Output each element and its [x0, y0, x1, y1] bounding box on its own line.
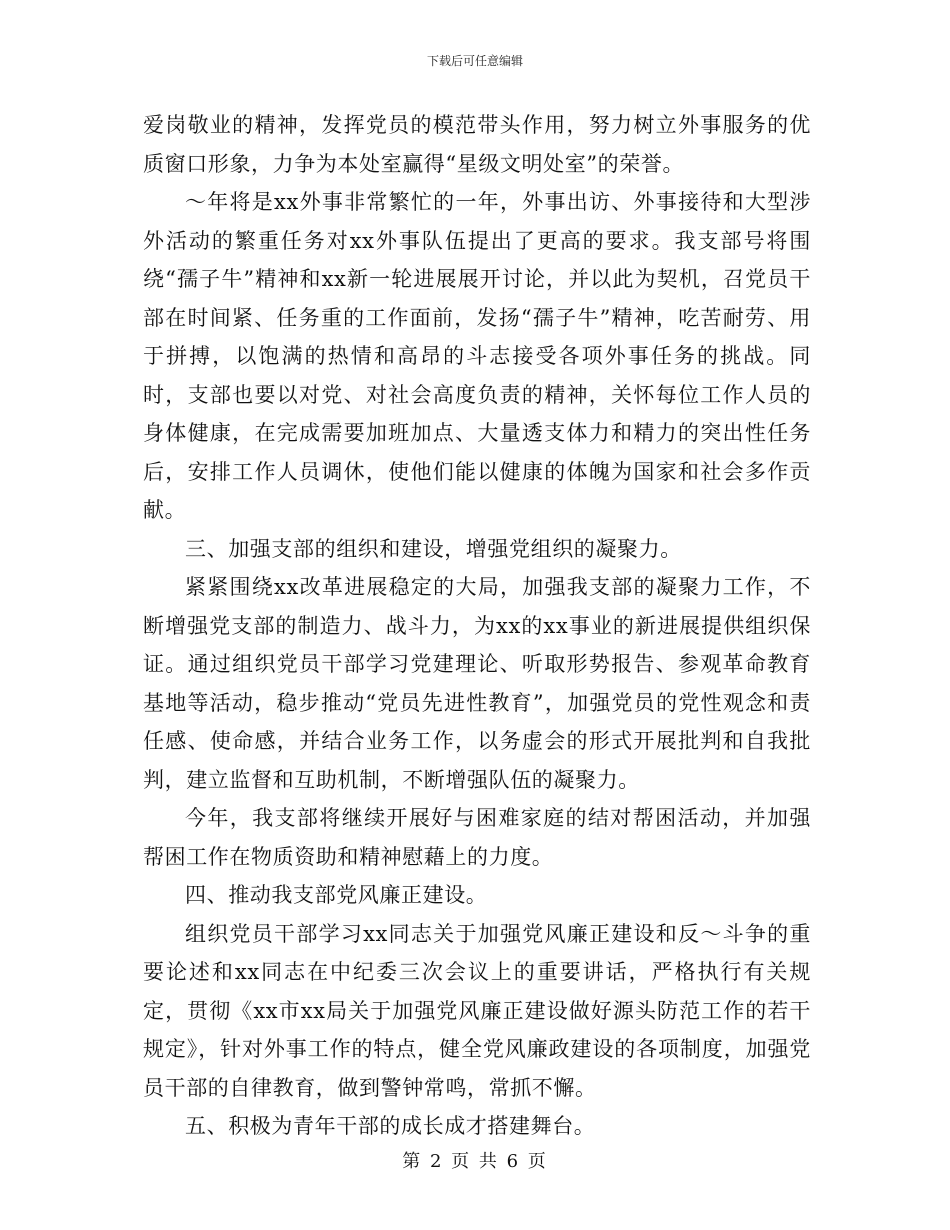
paragraph-continuation: 爱岗敬业的精神，发挥党员的模范带头作用，努力树立外事服务的优质窗口形象，力争为本处室赢得“星级文明处室”的荣誉。	[143, 113, 811, 176]
section-heading-3: 三、加强支部的组织和建设，增强党组织的凝聚力。	[185, 536, 682, 561]
section-heading-5: 五、积极为青年干部的成长成才搭建舞台。	[185, 1114, 596, 1138]
page-number-footer: 第 2 页 共 6 页	[402, 1151, 548, 1172]
paragraph-foreign-affairs-year: ～年将是xx外事非常繁忙的一年，外事出访、外事接待和大型涉外活动的繁重任务对xx外事队伍提出了更高的要求。我支部号将围绕“孺子牛”精神和xx新一轮进展展开讨论，并以此为契机，召党员干部在时间紧、任务重的工作面前，发扬“孺子牛”精神，吃苦耐劳、用于拼搏，以饱满的热情和高昂的斗志接受各项外事任务的挑战。同时，支部也要以对党、对社会高度负责的精神，关怀每位工作人员的身体健康，在完成需要加班加点、大量透支体力和精力的突出性任务后，安排工作人员调休，使他们能以健康的体魄为国家和社会多作贡献。	[143, 190, 811, 522]
paragraph-cohesion: 紧紧围绕xx改革进展稳定的大局，加强我支部的凝聚力工作，不断增强党支部的制造力、战斗力，为xx的xx事业的新进展提供组织保证。通过组织党员干部学习党建理论、听取形势报告、参观革命教育基地等活动，稳步推动“党员先进性教育”，加强党员的党性观念和责任感、使命感，并结合业务工作，以务虚会的形式开展批判和自我批判，建立监督和互助机制，不断增强队伍的凝聚力。	[143, 575, 811, 792]
document-body	[143, 106, 811, 1146]
page-header: 下载后可任意编辑	[426, 54, 523, 68]
paragraph-poverty-relief: 今年，我支部将继续开展好与困难家庭的结对帮困活动，并加强帮困工作在物质资助和精神慰藉上的力度。	[143, 806, 811, 869]
section-heading-4: 四、推动我支部党风廉正建设。	[185, 883, 488, 907]
paragraph-integrity: 组织党员干部学习xx同志关于加强党风廉正建设和反～斗争的重要论述和xx同志在中纪委三次会议上的重要讲话，严格执行有关规定，贯彻《xx市xx局关于加强党风廉正建设做好源头防范工作的若干规定》，针对外事工作的特点，健全党风廉政建设的各项制度，加强党员干部的自律教育，做到警钟常鸣，常抓不懈。	[143, 921, 811, 1100]
